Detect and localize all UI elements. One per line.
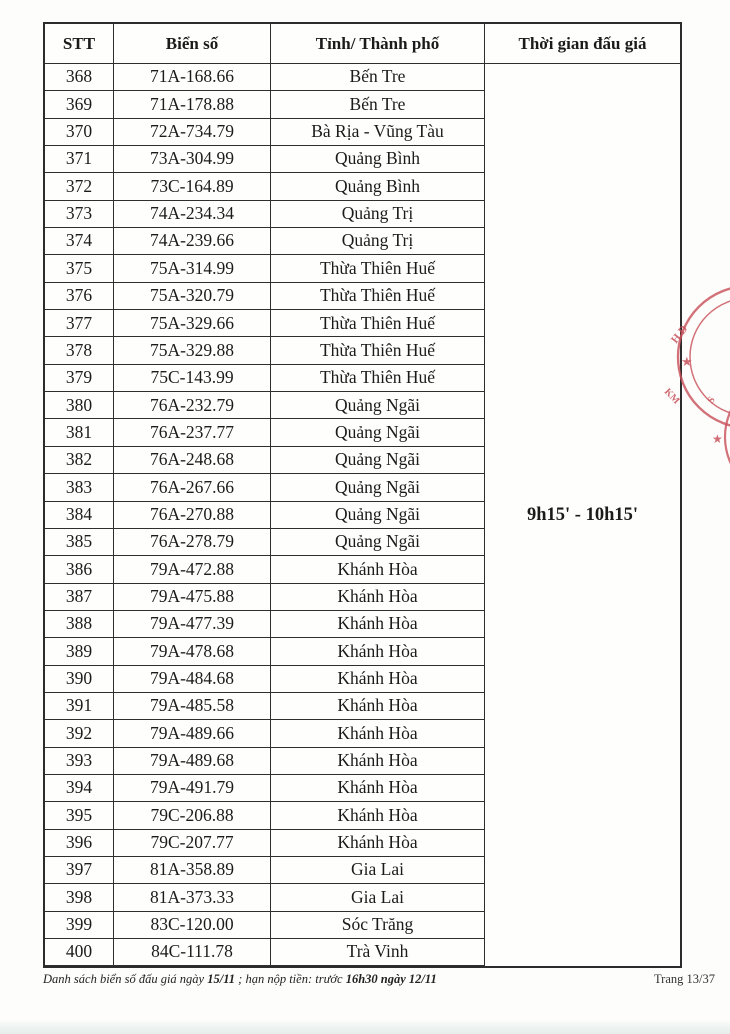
table-cell-stt: 396 (45, 830, 114, 857)
scan-page-edge (0, 1020, 730, 1034)
table-cell-stt: 387 (45, 584, 114, 611)
column-header-plate: Biển số (114, 24, 271, 64)
table-cell-province: Sóc Trăng (271, 912, 485, 939)
page-footer (43, 972, 715, 987)
table-cell-province: Gia Lai (271, 857, 485, 884)
footer-note-mid: ; hạn nộp tiền: trước (235, 972, 346, 986)
table-cell-stt: 389 (45, 638, 114, 665)
table-cell-plate: 79A-475.88 (114, 584, 271, 611)
table-cell-plate: 81A-373.33 (114, 884, 271, 911)
footer-note-deadline: 16h30 ngày 12/11 (345, 972, 437, 986)
table-cell-plate: 71A-168.66 (114, 64, 271, 91)
table-cell-stt: 394 (45, 775, 114, 802)
table-cell-province: Trà Vinh (271, 939, 485, 966)
table-cell-plate: 84C-111.78 (114, 939, 271, 966)
table-cell-province: Khánh Hòa (271, 556, 485, 583)
table-cell-stt: 379 (45, 365, 114, 392)
table-cell-plate: 72A-734.79 (114, 119, 271, 146)
column-header-stt: STT (45, 24, 114, 64)
table-cell-province: Quảng Trị (271, 201, 485, 228)
table-cell-plate: 74A-234.34 (114, 201, 271, 228)
table-cell-province: Bà Rịa - Vũng Tàu (271, 119, 485, 146)
table-cell-plate: 79A-489.68 (114, 748, 271, 775)
table-cell-province: Quảng Ngãi (271, 502, 485, 529)
table-cell-plate: 75A-329.66 (114, 310, 271, 337)
table-cell-province: Quảng Ngãi (271, 447, 485, 474)
table-cell-province: Khánh Hòa (271, 666, 485, 693)
table-cell-stt: 384 (45, 502, 114, 529)
table-cell-stt: 399 (45, 912, 114, 939)
table-cell-plate: 73A-304.99 (114, 146, 271, 173)
table-cell-province: Bến Tre (271, 64, 485, 91)
table-cell-province: Quảng Ngãi (271, 529, 485, 556)
table-cell-province: Thừa Thiên Huế (271, 255, 485, 282)
stamp-text-upper: H.Đ (668, 323, 691, 346)
table-cell-province: Quảng Trị (271, 228, 485, 255)
table-cell-stt: 371 (45, 146, 114, 173)
table-cell-stt: 392 (45, 720, 114, 747)
table-cell-stt: 382 (45, 447, 114, 474)
table-cell-province: Khánh Hòa (271, 775, 485, 802)
table-cell-stt: 385 (45, 529, 114, 556)
table-cell-plate: 73C-164.89 (114, 173, 271, 200)
column-header-auction-time: Thời gian đấu giá (485, 24, 680, 64)
column-header-province: Tỉnh/ Thành phố (271, 24, 485, 64)
table-cell-stt: 373 (45, 201, 114, 228)
table-cell-plate: 76A-278.79 (114, 529, 271, 556)
table-cell-stt: 391 (45, 693, 114, 720)
table-cell-stt: 390 (45, 666, 114, 693)
table-cell-stt: 388 (45, 611, 114, 638)
table-cell-province: Khánh Hòa (271, 638, 485, 665)
table-cell-province: Bến Tre (271, 91, 485, 118)
table-cell-stt: 400 (45, 939, 114, 966)
table-cell-plate: 71A-178.88 (114, 91, 271, 118)
stamp-star-lower-icon: ★ (712, 432, 723, 446)
table-cell-plate: 79C-207.77 (114, 830, 271, 857)
table-cell-plate: 75A-314.99 (114, 255, 271, 282)
table-cell-plate: 79A-472.88 (114, 556, 271, 583)
table-cell-province: Khánh Hòa (271, 720, 485, 747)
table-cell-province: Khánh Hòa (271, 693, 485, 720)
table-cell-province: Thừa Thiên Huế (271, 337, 485, 364)
table-cell-province: Quảng Bình (271, 173, 485, 200)
page-number: Trang 13/37 (653, 972, 715, 986)
table-cell-plate: 76A-248.68 (114, 447, 271, 474)
table-cell-plate: 79C-206.88 (114, 802, 271, 829)
table-cell-plate: 74A-239.66 (114, 228, 271, 255)
table-cell-stt: 397 (45, 857, 114, 884)
table-cell-stt: 368 (45, 64, 114, 91)
table-cell-plate: 76A-270.88 (114, 502, 271, 529)
table-cell-plate: 76A-232.79 (114, 392, 271, 419)
table-cell-stt: 398 (45, 884, 114, 911)
table-cell-stt: 370 (45, 119, 114, 146)
table-cell-province: Quảng Ngãi (271, 419, 485, 446)
table-cell-plate: 83C-120.00 (114, 912, 271, 939)
table-cell-plate: 75C-143.99 (114, 365, 271, 392)
stamp-star-upper-icon: ★ (681, 354, 693, 369)
table-cell-stt: 375 (45, 255, 114, 282)
table-cell-province: Quảng Bình (271, 146, 485, 173)
table-cell-plate: 79A-477.39 (114, 611, 271, 638)
table-cell-province: Thừa Thiên Huế (271, 365, 485, 392)
table-cell-stt: 383 (45, 474, 114, 501)
table-cell-province: Quảng Ngãi (271, 474, 485, 501)
table-cell-stt: 376 (45, 283, 114, 310)
license-plate-table (43, 22, 682, 968)
footer-note-prefix: Danh sách biển số đấu giá ngày (43, 972, 208, 986)
table-cell-plate: 79A-489.66 (114, 720, 271, 747)
table-cell-plate: 75A-329.88 (114, 337, 271, 364)
table-cell-stt: 377 (45, 310, 114, 337)
table-cell-stt: 380 (45, 392, 114, 419)
table-cell-plate: 79A-485.58 (114, 693, 271, 720)
table-cell-plate: 76A-267.66 (114, 474, 271, 501)
table-cell-province: Thừa Thiên Huế (271, 310, 485, 337)
table-cell-province: Khánh Hòa (271, 611, 485, 638)
table-cell-stt: 393 (45, 748, 114, 775)
table-cell-stt: 374 (45, 228, 114, 255)
table-cell-plate: 75A-320.79 (114, 283, 271, 310)
table-cell-stt: 381 (45, 419, 114, 446)
table-cell-plate: 79A-484.68 (114, 666, 271, 693)
table-cell-province: Khánh Hòa (271, 802, 485, 829)
svg-text:KM: KM (661, 386, 682, 407)
table-cell-stt: 386 (45, 556, 114, 583)
footer-note-date: 15/11 (207, 972, 236, 986)
stamp-text-lower: S (705, 394, 718, 406)
footer-note (43, 972, 437, 987)
table-cell-province: Quảng Ngãi (271, 392, 485, 419)
auction-time-column (485, 24, 680, 966)
auction-time-value: 9h15' - 10h15' (526, 504, 639, 525)
table-cell-stt: 378 (45, 337, 114, 364)
table-cell-plate: 79A-491.79 (114, 775, 271, 802)
table-cell-plate: 79A-478.68 (114, 638, 271, 665)
table-left-columns (45, 24, 485, 966)
table-cell-province: Khánh Hòa (271, 748, 485, 775)
table-cell-stt: 395 (45, 802, 114, 829)
table-cell-stt: 372 (45, 173, 114, 200)
table-cell-province: Khánh Hòa (271, 830, 485, 857)
table-cell-stt: 369 (45, 91, 114, 118)
table-cell-province: Khánh Hòa (271, 584, 485, 611)
table-cell-plate: 81A-358.89 (114, 857, 271, 884)
table-cell-province: Gia Lai (271, 884, 485, 911)
table-cell-plate: 76A-237.77 (114, 419, 271, 446)
table-cell-province: Thừa Thiên Huế (271, 283, 485, 310)
